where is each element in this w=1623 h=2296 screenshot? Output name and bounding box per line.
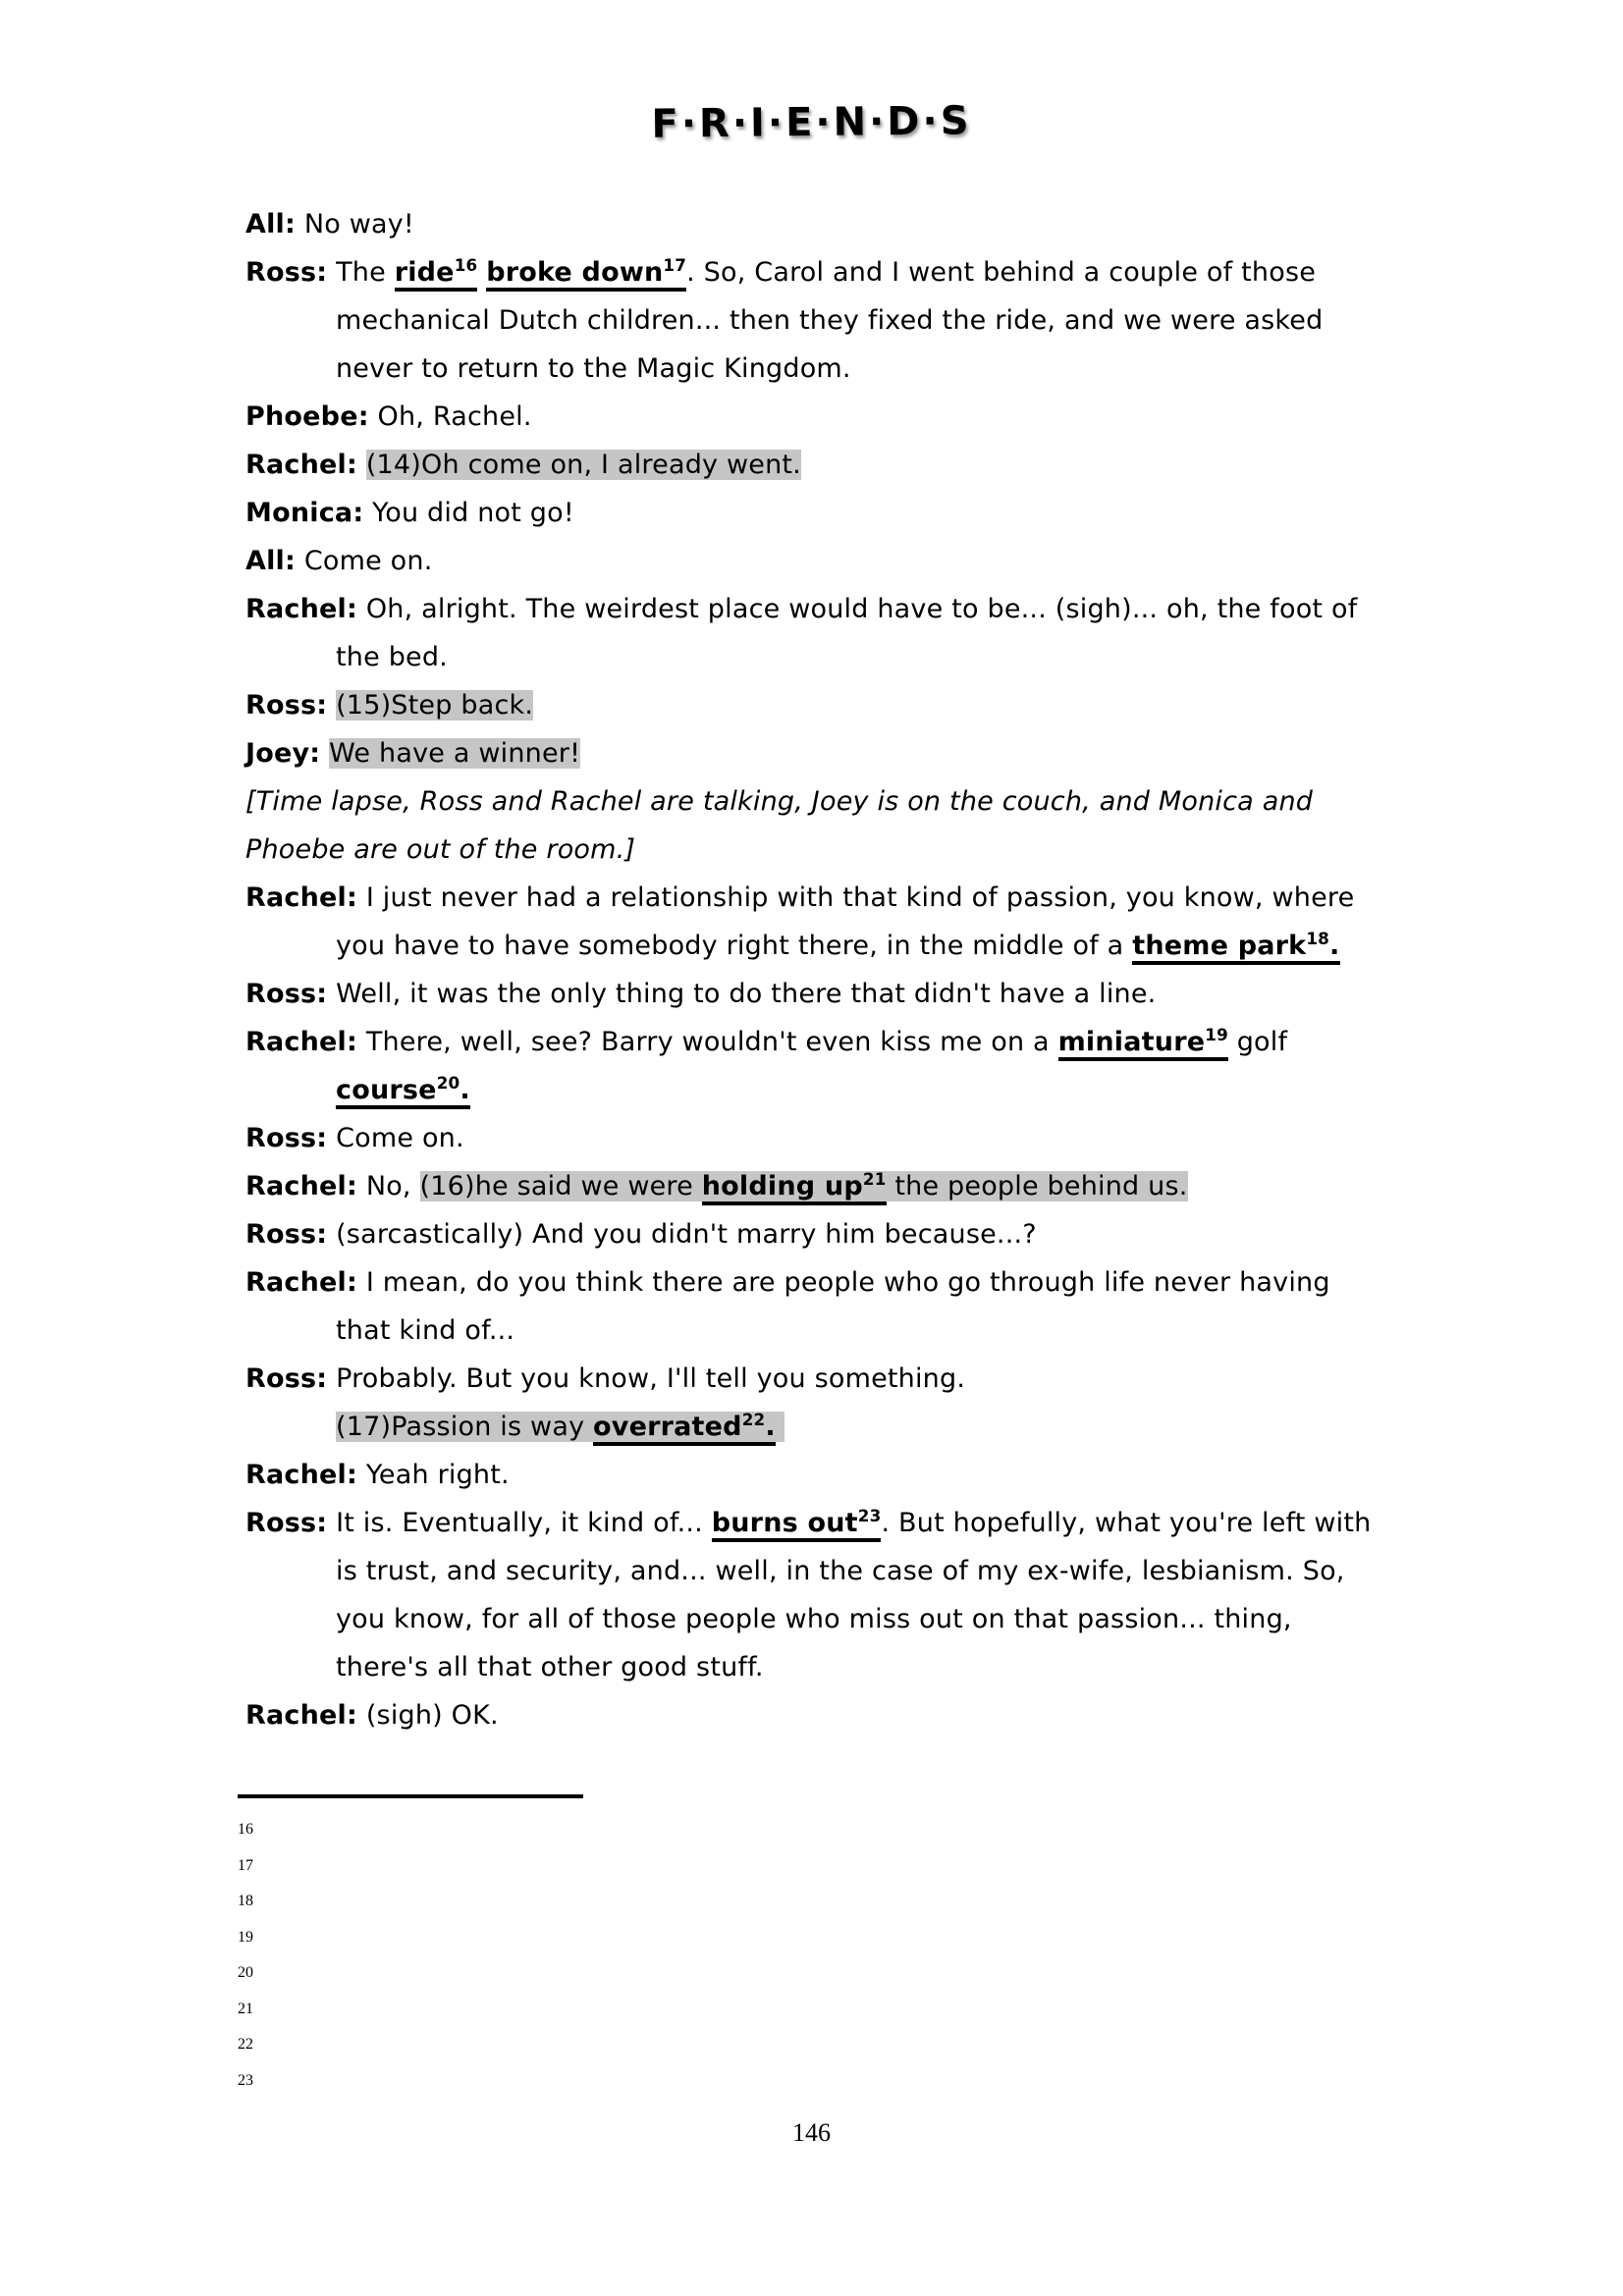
footnote-number: 16 [238,1821,253,1838]
dialogue-line [245,874,1392,970]
vocab-term: ride$^{16}$ [395,257,478,292]
dialogue-text: Oh, alright. The weirdest place would have to be... (sigh)... oh, the foot of the bed. [336,594,1358,672]
footnote-number: 20 [238,1964,253,1981]
speaker-name: Ross: [245,1219,328,1250]
speaker-name: Rachel: [245,1700,358,1731]
dialogue-text: Probably. But you know, I'll tell you something. [336,1363,966,1394]
speaker-name: Rachel: [245,594,358,624]
dialogue-line [245,537,1392,585]
dialogue-line [245,441,1392,489]
dialogue-text: . So, Carol and I went behind a couple of those mechanical Dutch children... then they fixed the ride, and we were asked never to return to the Magic Kingdom. [336,257,1324,384]
speaker-name: Ross: [245,690,328,721]
footnote-number: 19 [238,1928,253,1946]
dialogue-line [245,1355,1392,1451]
speaker-name: All: [245,209,297,240]
footnote-number: 17 [238,1856,253,1874]
dialogue-text: No way! [303,209,414,240]
script-body [245,200,1392,1739]
dialogue-text: Come on. [303,546,433,576]
speaker-name: Rachel: [245,1460,358,1490]
highlighted-text [776,1412,784,1442]
dialogue-line [245,248,1392,393]
highlighted-text: the people behind us. [886,1171,1188,1201]
footnote-number: 21 [238,2000,253,2017]
dialogue-line [245,1499,1392,1691]
dialogue-text [477,257,486,288]
page-number: 146 [792,2118,831,2147]
speaker-name: Ross: [245,979,328,1009]
footnote-number: 22 [238,2036,253,2053]
footnote-number: 23 [238,2071,253,2089]
dialogue-line [245,393,1392,441]
footnote-ref: 16 [454,255,478,275]
dialogue-line [245,970,1392,1018]
dialogue-line [245,1691,1392,1739]
dialogue-text: golf [1227,1027,1288,1057]
dialogue-text: I just never had a relationship with that kind of passion, you know, where you have to have somebody right there, in the middle of a [336,882,1355,961]
dialogue-text: No, [365,1171,420,1201]
dialogue-text: Yeah right. [365,1460,510,1490]
dialogue-line [245,1451,1392,1499]
speaker-name: Rachel: [245,450,358,480]
speaker-name: Ross: [245,1363,328,1394]
speaker-name: All: [245,546,297,576]
vocab-term: course$^{20}$. [336,1075,470,1109]
dialogue-text: The [336,257,395,288]
speaker-name: Ross: [245,257,328,288]
dialogue-line [245,681,1392,729]
highlighted-text: We have a winner! [329,738,581,769]
vocab-term: burns out$^{23}$ [712,1508,882,1542]
dialogue-text: (sigh) OK. [365,1700,499,1731]
dialogue-line [245,1018,1392,1114]
speaker-name: Ross: [245,1123,328,1153]
highlighted-text: (15)Step back. [336,690,534,721]
speaker-name: Ross: [245,1508,328,1538]
highlighted-text: (14)Oh come on, I already went. [365,450,801,480]
vocab-term: broke down$^{17}$ [486,257,686,292]
speaker-name: Rachel: [245,1027,358,1057]
highlighted-text: (17)Passion is way [336,1412,594,1442]
footnote-ref: 18 [1306,929,1330,948]
vocab-term: overrated$^{22}$. [593,1412,776,1446]
footnote-separator [238,1794,583,1798]
speaker-name: Phoebe: [245,401,369,432]
footnote-ref: 21 [862,1169,887,1189]
dialogue-line [245,1210,1392,1258]
dialogue-text: (sarcastically) And you didn't marry him because...? [336,1219,1037,1250]
dialogue-text: There, well, see? Barry wouldn't even kiss me on a [365,1027,1058,1057]
dialogue-line [245,200,1392,248]
dialogue-line [245,1162,1392,1210]
dialogue-line [245,1258,1392,1355]
stage-direction [245,777,1392,874]
footnotes-section [238,1794,583,2099]
footnote-ref: 22 [741,1410,766,1429]
dialogue-text: I mean, do you think there are people who go through life never having that kind of... [336,1267,1330,1346]
dialogue-line [245,729,1392,777]
highlighted-text: (16)he said we were [419,1171,702,1201]
speaker-name: Rachel: [245,1267,358,1298]
footnote-list [238,1812,583,2099]
dialogue-text: . But hopefully, what you're left with is trust, and security, and... well, in the case of my ex-wife, lesbianism. So, you know, for all of those people who miss out on that passion... thing, there's all that other good stuff. [336,1508,1372,1682]
dialogue-line [245,489,1392,537]
dialogue-line [245,1114,1392,1162]
dialogue-text: Well, it was the only thing to do there that didn't have a line. [336,979,1157,1009]
vocab-term: miniature$^{19}$ [1058,1027,1228,1061]
footnote-ref: 19 [1205,1025,1228,1044]
footnote-number: 18 [238,1893,253,1909]
vocab-term: holding $up^{21}$ [702,1171,887,1205]
dialogue-text: You did not go! [372,498,574,528]
footnote-ref: 20 [436,1073,460,1093]
speaker-name: Rachel: [245,882,358,913]
dialogue-text: Come on. [336,1123,464,1153]
vocab-term: theme park$^{18}$. [1132,931,1339,965]
speaker-name: Monica: [245,498,364,528]
friends-logo: F·R·I·E·N·D·S [651,98,972,147]
footnote-ref: 17 [663,255,687,275]
dialogue-text: Oh, Rachel. [377,401,532,432]
speaker-name: Joey: [245,738,321,769]
dialogue-text: [Time lapse, Ross and Rachel are talking, Joey is on the couch, and Monica and Phoebe are out of the room.] [245,786,1314,865]
speaker-name: Rachel: [245,1171,358,1201]
dialogue-text: It is. Eventually, it kind of... [336,1508,712,1538]
footnote-ref: 23 [857,1506,882,1525]
dialogue-line [245,585,1392,681]
